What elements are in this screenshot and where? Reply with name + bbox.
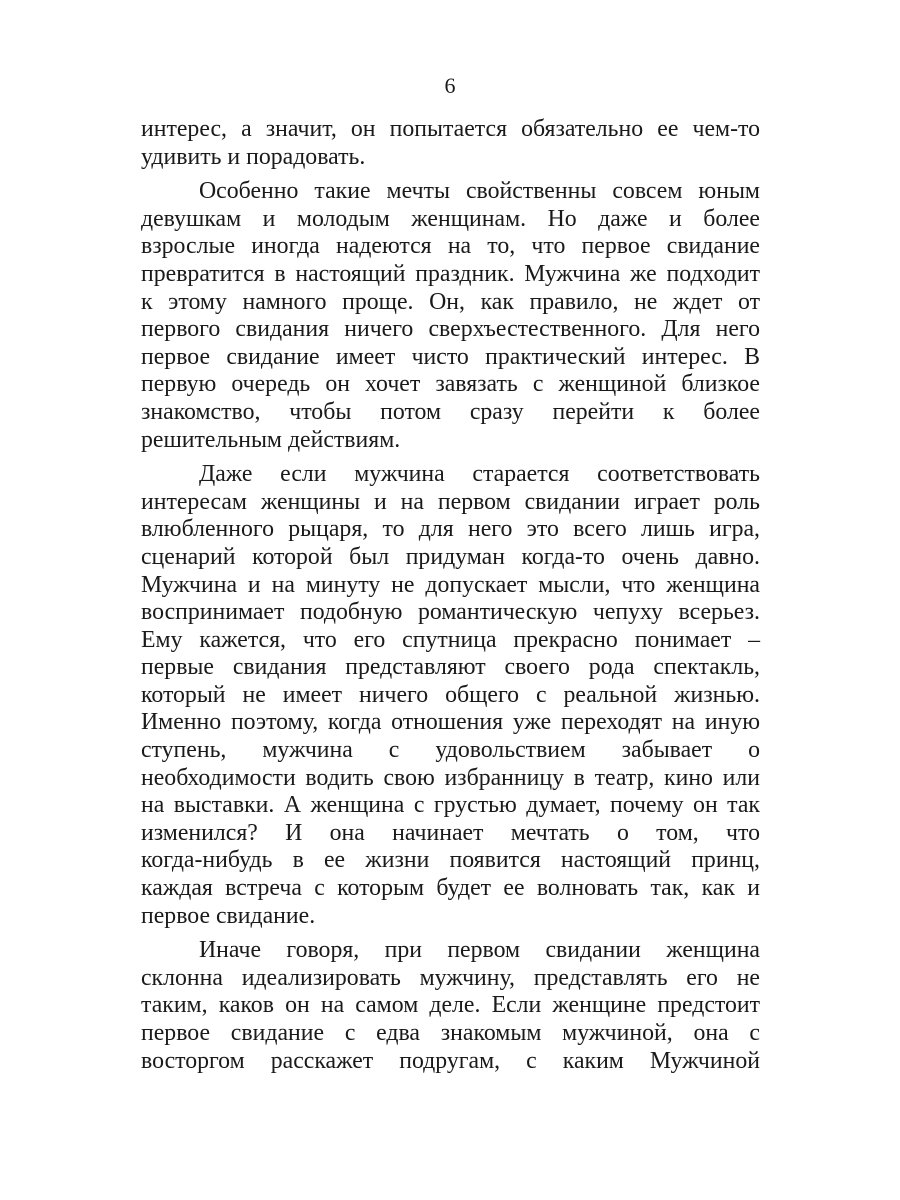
text-line: таким, каков он на самом деле. Если женщине предстоит xyxy=(141,992,760,1019)
text-line: восторгом расскажет подругам, с каким Мужчиной xyxy=(141,1047,760,1074)
text-line: знакомство, чтобы потом сразу перейти к более xyxy=(141,398,760,425)
text-line: взрослые иногда надеются на то, что первое свидание xyxy=(141,233,760,260)
text-body xyxy=(141,116,760,1082)
paragraph-2 xyxy=(141,178,760,454)
text-line: влюбленного рыцаря, то для него это всего лишь игра, xyxy=(141,516,760,543)
text-line: первые свидания представляют своего рода спектакль, xyxy=(141,654,760,681)
text-line: первую очередь он хочет завязать с женщиной близкое xyxy=(141,371,760,398)
text-line: воспринимает подобную романтическую чепуху всерьез. xyxy=(141,599,760,626)
text-line: когда-нибудь в ее жизни появится настоящий принц, xyxy=(141,847,760,874)
text-line: первое свидание с едва знакомым мужчиной, она с xyxy=(141,1020,760,1046)
text-line: решительным действиям. xyxy=(141,426,401,453)
text-line: интерес, а значит, он попытается обязательно ее чем-то xyxy=(141,116,760,142)
text-line: склонна идеализировать мужчину, представлять его не xyxy=(141,964,760,991)
text-line: удивить и порадовать. xyxy=(141,143,366,170)
text-line: интересам женщины и на первом свидании играет роль xyxy=(141,488,760,515)
paragraph-1 xyxy=(141,116,760,171)
paragraph-4 xyxy=(141,937,760,1075)
page-number: 6 xyxy=(444,73,456,98)
text-line: Иначе говоря, при первом свидании женщина xyxy=(199,937,760,964)
text-line: Именно поэтому, когда отношения уже переходят на иную xyxy=(141,709,760,736)
text-line: девушкам и молодым женщинам. Но даже и более xyxy=(141,205,760,232)
text-line: каждая встреча с которым будет ее волновать так, как и xyxy=(141,875,760,902)
text-line: Мужчина и на минуту не допускает мысли, что женщина xyxy=(141,571,760,598)
paragraph-3 xyxy=(141,461,760,930)
text-line: на выставки. А женщина с грустью думает, почему он так xyxy=(141,792,760,819)
text-line: первое свидание имеет чисто практический интерес. В xyxy=(141,343,760,370)
text-line: первого свидания ничего сверхъестественного. Для него xyxy=(141,316,760,343)
text-line: Особенно такие мечты свойственны совсем юным xyxy=(199,178,760,205)
text-line: ступень, мужчина с удовольствием забывает о xyxy=(141,737,760,764)
text-line: Даже если мужчина старается соответствовать xyxy=(199,461,760,488)
text-line: изменился? И она начинает мечтать о том, что xyxy=(141,819,760,846)
text-line: сценарий которой был придуман когда-то очень давно. xyxy=(141,543,760,570)
text-line: Ему кажется, что его спутница прекрасно понимает – xyxy=(141,626,760,653)
text-line: необходимости водить свою избранницу в театр, кино или xyxy=(141,764,760,791)
text-line: к этому намного проще. Он, как правило, не ждет от xyxy=(141,288,760,315)
text-line: превратится в настоящий праздник. Мужчина же подходит xyxy=(141,260,760,287)
text-line: который не имеет ничего общего с реальной жизнью. xyxy=(141,681,760,708)
text-line: первое свидание. xyxy=(141,902,316,929)
